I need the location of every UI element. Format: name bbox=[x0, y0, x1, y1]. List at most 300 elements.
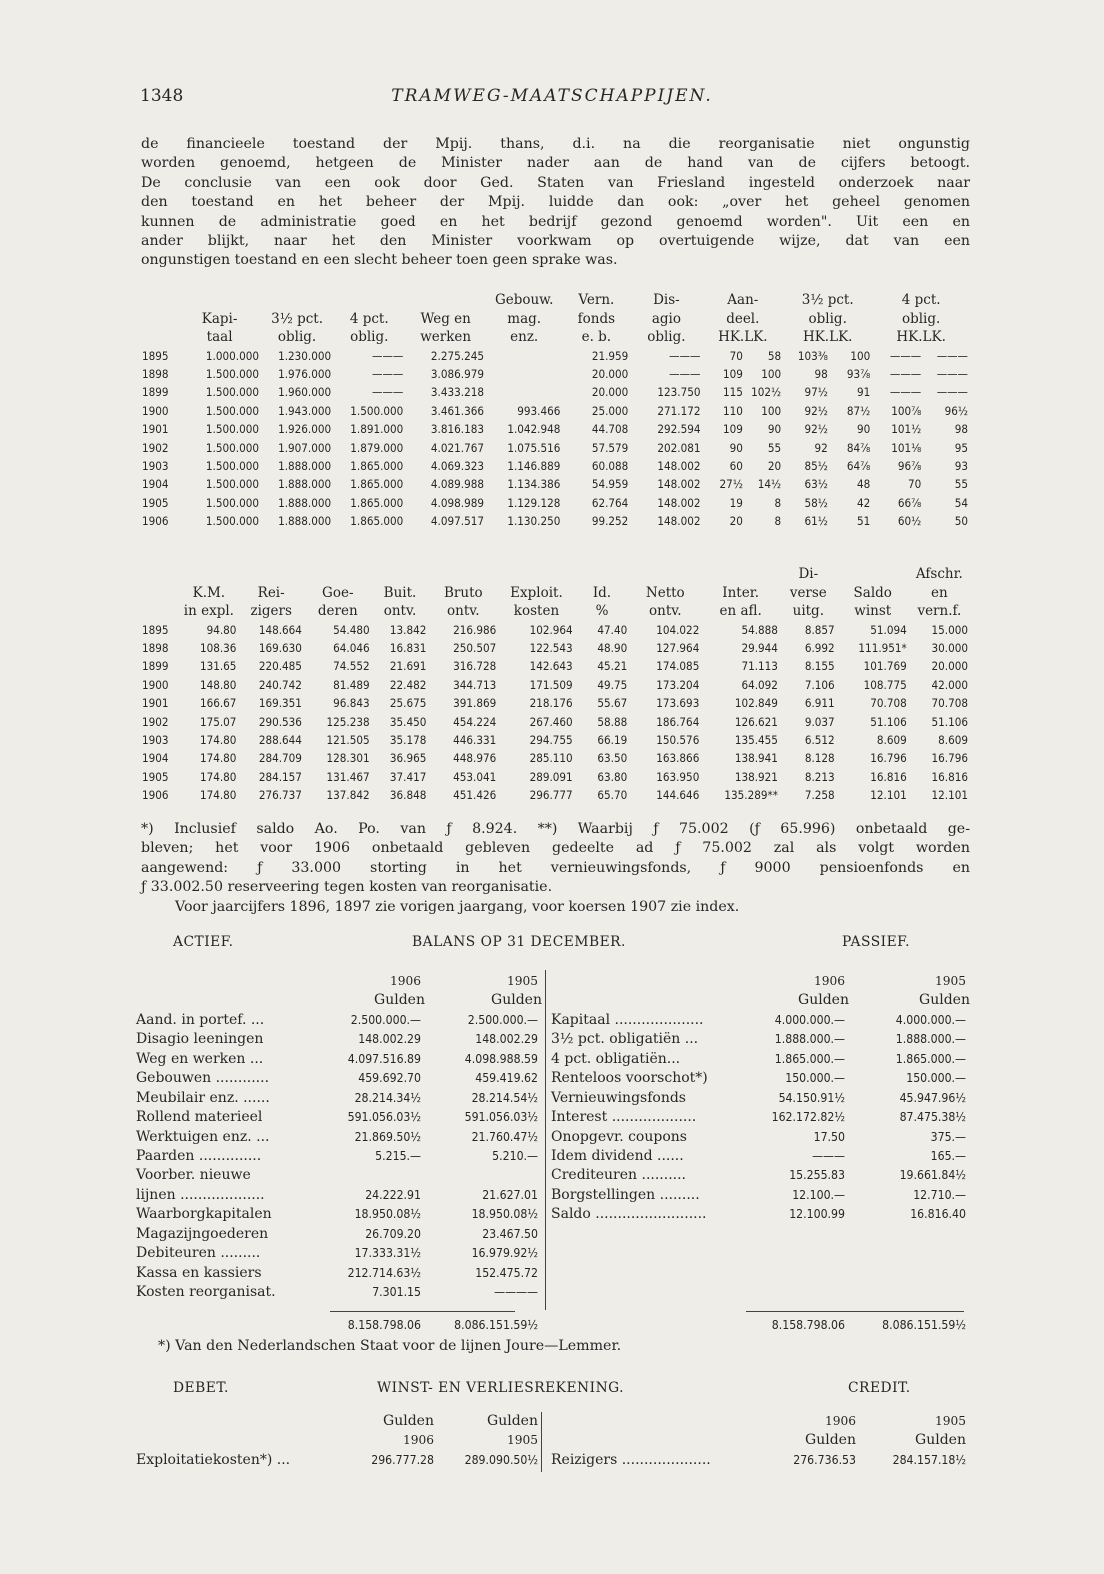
table-cell: 127.964 bbox=[656, 641, 700, 656]
column-unit: Gulden bbox=[487, 1413, 538, 1429]
table-cell: 90 bbox=[767, 422, 782, 437]
table-cell: 45.21 bbox=[597, 659, 628, 674]
table-cell: 92 bbox=[814, 440, 828, 455]
table-cell: 93⅞ bbox=[846, 367, 871, 382]
row-label: Kapitaal .................... bbox=[551, 1011, 704, 1028]
table-cell: 446.331 bbox=[453, 733, 497, 748]
table-cell: 121.505 bbox=[326, 733, 370, 748]
table-cell: 63½ bbox=[804, 477, 828, 492]
column-header: Kapi- bbox=[201, 310, 238, 327]
value-1905: 87.475.38½ bbox=[899, 1110, 966, 1125]
table-cell: 148.80 bbox=[199, 677, 237, 692]
column-year-row bbox=[551, 972, 969, 991]
table-cell: 64⅞ bbox=[846, 459, 871, 474]
table-cell: 3.461.366 bbox=[430, 403, 484, 418]
table-cell: 1.865.000 bbox=[350, 459, 404, 474]
table-cell: 92½ bbox=[804, 422, 828, 437]
table-cell: 174.80 bbox=[199, 788, 237, 803]
value-1905: 4.098.988.59 bbox=[464, 1051, 538, 1066]
actief-row bbox=[136, 1050, 546, 1069]
value-1905: 152.475.72 bbox=[475, 1265, 538, 1280]
table-cell: 66.19 bbox=[597, 733, 628, 748]
value-1906: 15.255.83 bbox=[789, 1168, 845, 1183]
column-header-row bbox=[136, 1412, 546, 1431]
table-cell: 993.466 bbox=[517, 403, 561, 418]
table-cell: 126.621 bbox=[734, 714, 778, 729]
table-row bbox=[140, 731, 970, 749]
column-header: Afschr. bbox=[915, 566, 963, 582]
column-year-row bbox=[136, 972, 546, 991]
column-year: 1906 bbox=[813, 974, 845, 988]
table-cell: 1.888.000 bbox=[278, 495, 332, 510]
value-1906: 28.214.34½ bbox=[354, 1090, 421, 1105]
table-cell: 84⅞ bbox=[846, 440, 871, 455]
table-cell: 3.086.979 bbox=[430, 367, 484, 382]
value-1906: 4.000.000.— bbox=[774, 1012, 845, 1027]
table-cell: 128.301 bbox=[326, 751, 370, 766]
table-cell: 111.951* bbox=[858, 641, 907, 656]
table-cell: 100 bbox=[761, 403, 782, 418]
table-cell: 96.843 bbox=[333, 696, 370, 711]
row-label: Vernieuwingsfonds bbox=[551, 1089, 686, 1106]
table-cell: ——— bbox=[372, 367, 404, 382]
table-cell: 454.224 bbox=[453, 714, 497, 729]
table-cell: 4.021.767 bbox=[430, 440, 484, 455]
table-cell: 8.609 bbox=[938, 733, 968, 748]
column-year: 1906 bbox=[824, 1414, 856, 1428]
table-cell: 216.986 bbox=[453, 622, 497, 637]
column-header: ontv. bbox=[649, 603, 682, 619]
value-1906: 17.50 bbox=[813, 1129, 845, 1144]
row-label: 3½ pct. obligatiën ... bbox=[551, 1031, 699, 1048]
table-cell: 8 bbox=[774, 495, 782, 510]
value-1905: 21.760.47½ bbox=[471, 1129, 538, 1144]
table-row bbox=[140, 494, 970, 512]
table-cell: ——— bbox=[669, 348, 701, 363]
table-cell: 96½ bbox=[944, 403, 968, 418]
table-cell: 58½ bbox=[804, 495, 828, 510]
row-label: Kassa en kassiers bbox=[136, 1264, 262, 1281]
row-label: 4 pct. obligatiën... bbox=[551, 1050, 681, 1067]
table-cell: 16.796 bbox=[870, 751, 907, 766]
table-cell: 451.426 bbox=[453, 788, 497, 803]
table-cell: 148.002 bbox=[657, 477, 701, 492]
value-1906: 7.301.15 bbox=[372, 1285, 421, 1299]
paragraph-line: de financieele toestand der Mpij. thans, d.i. na die reorganisatie niet ongunstig bbox=[141, 136, 970, 152]
column-header bbox=[140, 565, 179, 584]
paragraph-line: den toestand en het beheer der Mpij. luidde dan ook: „over het geheel genomen bbox=[141, 194, 970, 211]
value-1905: 28.214.54½ bbox=[471, 1090, 538, 1105]
table-cell bbox=[486, 347, 562, 365]
table-row bbox=[140, 694, 970, 712]
value-1906: 54.150.91½ bbox=[778, 1090, 845, 1105]
passief-row bbox=[551, 1108, 969, 1127]
total-row bbox=[551, 1316, 969, 1335]
table-cell: 1.888.000 bbox=[278, 477, 332, 492]
column-header: fonds bbox=[577, 310, 616, 327]
table-cell: 171.509 bbox=[529, 677, 573, 692]
table-cell: 150.576 bbox=[656, 733, 700, 748]
table-cell: 1.500.000 bbox=[205, 403, 259, 418]
row-label: Onopgevr. coupons bbox=[551, 1128, 687, 1145]
table-row bbox=[140, 657, 970, 675]
table-cell: ——— bbox=[936, 367, 968, 382]
table-cell: 137.842 bbox=[326, 788, 370, 803]
actief-row bbox=[136, 1166, 546, 1185]
column-header bbox=[629, 565, 701, 584]
table-cell: 90 bbox=[729, 440, 743, 455]
table-cell: 16.816 bbox=[870, 769, 907, 784]
value-1906: 212.714.63½ bbox=[347, 1265, 421, 1280]
column-header: Buit. bbox=[383, 584, 417, 601]
row-label: Renteloos voorschot*) bbox=[551, 1070, 708, 1087]
passief-row bbox=[551, 1186, 969, 1205]
paragraph-line: kunnen de administratie goed en het bedrijf gezond genoemd worden". Uit een en bbox=[141, 213, 970, 230]
table-cell: 218.176 bbox=[529, 696, 573, 711]
table-cell: 15.000 bbox=[931, 622, 968, 637]
column-header-row bbox=[551, 1431, 969, 1450]
balance-actief-heading: ACTIEF. bbox=[173, 934, 234, 950]
table-cell: 169.351 bbox=[258, 696, 302, 711]
table-cell: 1.129.128 bbox=[507, 495, 561, 510]
column-header: Gebouw. bbox=[494, 292, 554, 308]
column-header: Netto bbox=[645, 584, 685, 601]
table-cell: 135.289** bbox=[724, 788, 778, 803]
table-cell: 96⅞ bbox=[897, 459, 922, 474]
table-cell: 186.764 bbox=[656, 714, 700, 729]
table-cell: 1.907.000 bbox=[278, 440, 332, 455]
table-cell: 1901 bbox=[142, 422, 169, 437]
column-header bbox=[575, 565, 630, 584]
table-row bbox=[140, 402, 970, 420]
table-cell: 51.106 bbox=[870, 714, 907, 729]
column-header: deren bbox=[317, 603, 358, 619]
table-cell: 92½ bbox=[804, 403, 828, 418]
table-cell: 131.467 bbox=[326, 769, 370, 784]
table-cell: 100⅞ bbox=[891, 403, 922, 418]
row-label: Rollend materieel bbox=[136, 1109, 263, 1126]
table-cell: 12.101 bbox=[870, 788, 907, 803]
table-cell: 60½ bbox=[897, 514, 922, 529]
balance-actief-total-rule bbox=[330, 1311, 515, 1312]
column-header: oblig. bbox=[277, 329, 317, 345]
column-header bbox=[498, 565, 574, 584]
table-cell: 63.80 bbox=[597, 769, 628, 784]
note-line: aangewend: ƒ 33.000 storting in het vernieuwingsfonds, ƒ 9000 pensioenfonds en bbox=[141, 859, 970, 876]
value-1906: 150.000.— bbox=[785, 1071, 845, 1086]
value-1905: 459.419.62 bbox=[475, 1071, 538, 1086]
table-cell: 85½ bbox=[804, 459, 828, 474]
balance-title: BALANS OP 31 DECEMBER. bbox=[412, 934, 626, 950]
actief-row bbox=[136, 1225, 546, 1244]
table-cell: 1.865.000 bbox=[350, 495, 404, 510]
table-cell: 12.101 bbox=[931, 788, 968, 803]
table-cell: 102.964 bbox=[529, 622, 573, 637]
table-cell: 50 bbox=[954, 514, 968, 529]
balance-passief-total-rule bbox=[746, 1311, 964, 1312]
column-header bbox=[837, 565, 909, 584]
column-header bbox=[140, 291, 178, 310]
value-1905: 165.— bbox=[930, 1148, 966, 1163]
balance-passief-heading: PASSIEF. bbox=[842, 934, 910, 950]
row-label: Crediteuren .......... bbox=[551, 1167, 687, 1184]
table-cell: 8.857 bbox=[804, 622, 835, 637]
table-cell: 70.708 bbox=[870, 696, 907, 711]
table-cell: 131.65 bbox=[199, 659, 237, 674]
table-cell: 98 bbox=[954, 422, 968, 437]
table-cell: 138.941 bbox=[734, 751, 778, 766]
table-cell: 1.134.386 bbox=[507, 477, 561, 492]
table-cell: 8 bbox=[774, 514, 782, 529]
table-cell: 138.921 bbox=[734, 769, 778, 784]
table-cell: 95 bbox=[954, 440, 968, 455]
table-cell: 2.275.245 bbox=[430, 348, 484, 363]
table-cell: 1906 bbox=[142, 788, 169, 803]
note-line: ƒ 33.002.50 reserveering tegen kosten van reorganisatie. bbox=[141, 879, 553, 896]
table-row bbox=[140, 512, 970, 530]
table-cell: 175.07 bbox=[199, 714, 237, 729]
column-header bbox=[140, 602, 179, 621]
table-cell: 51 bbox=[857, 514, 871, 529]
page-number: 1348 bbox=[140, 86, 184, 106]
table-cell bbox=[486, 365, 562, 383]
column-header bbox=[140, 328, 178, 347]
table-row bbox=[140, 621, 970, 639]
table-cell: 47.40 bbox=[597, 622, 628, 637]
table-cell: 250.507 bbox=[453, 641, 497, 656]
table-cell: 51.106 bbox=[931, 714, 968, 729]
row-label: Idem dividend ...... bbox=[551, 1147, 684, 1164]
table-cell: 37.417 bbox=[389, 769, 427, 784]
value-1905: 5.210.— bbox=[492, 1148, 538, 1163]
table-cell: ——— bbox=[936, 385, 968, 400]
row-label: Meubilair enz. ...... bbox=[136, 1089, 270, 1106]
value-1905: 45.947.96½ bbox=[899, 1090, 966, 1105]
table-cell: 8.213 bbox=[804, 769, 835, 784]
balance-actief bbox=[136, 972, 546, 1336]
column-header: uitg. bbox=[792, 603, 824, 619]
table-cell: 115 bbox=[723, 385, 743, 400]
total-1906: 8.158.798.06 bbox=[771, 1318, 845, 1333]
table-cell: 173.693 bbox=[656, 696, 700, 711]
table-cell: 99.252 bbox=[591, 514, 629, 529]
table-cell: 284.709 bbox=[258, 751, 302, 766]
table-row bbox=[140, 639, 970, 657]
column-header: 4 pct. bbox=[349, 310, 389, 327]
table-cell: 166.67 bbox=[199, 696, 237, 711]
column-header: taal bbox=[206, 329, 233, 345]
table-cell: 288.644 bbox=[258, 733, 302, 748]
table-notes bbox=[141, 820, 970, 917]
table-cell: 3.433.218 bbox=[430, 385, 484, 400]
table-cell: 109 bbox=[723, 422, 743, 437]
value-1906: 459.692.70 bbox=[358, 1071, 421, 1086]
table-row bbox=[140, 347, 970, 365]
table-row bbox=[140, 420, 970, 438]
table-cell bbox=[486, 383, 562, 401]
row-label: Kosten reorganisat. bbox=[136, 1284, 276, 1300]
column-header: Saldo bbox=[853, 584, 892, 601]
value-1905: 150.000.— bbox=[906, 1071, 966, 1086]
table-cell: 1.976.000 bbox=[278, 367, 332, 382]
table-cell: 16.796 bbox=[931, 751, 968, 766]
header-row bbox=[140, 328, 970, 347]
table-cell: 296.777 bbox=[529, 788, 573, 803]
account-row bbox=[136, 1451, 546, 1470]
column-header: oblig. bbox=[901, 310, 941, 327]
table-cell: 148.002 bbox=[657, 495, 701, 510]
table-cell: 1898 bbox=[142, 367, 169, 382]
table-cell: 1.130.250 bbox=[507, 514, 561, 529]
table-cell: 142.643 bbox=[529, 659, 573, 674]
table-cell: 54.888 bbox=[741, 622, 778, 637]
passief-row bbox=[551, 1089, 969, 1108]
table-cell: 57.579 bbox=[591, 440, 629, 455]
intro-paragraph bbox=[141, 135, 970, 271]
column-header: in expl. bbox=[183, 603, 234, 619]
column-header: zigers bbox=[250, 603, 292, 619]
table-cell: 1900 bbox=[142, 677, 169, 692]
table-cell: 1.146.889 bbox=[507, 459, 561, 474]
table-cell: 109 bbox=[723, 367, 743, 382]
table-cell: 1904 bbox=[142, 751, 169, 766]
table-cell: 54.480 bbox=[333, 622, 370, 637]
table-cell: 123.750 bbox=[657, 385, 701, 400]
table-cell: 19 bbox=[729, 495, 743, 510]
column-header: 3½ pct. bbox=[271, 310, 324, 327]
value-1905: 591.056.03½ bbox=[464, 1110, 538, 1125]
table-row bbox=[140, 438, 970, 456]
note-line: *) Inclusief saldo Ao. Po. van ƒ 8.924. **) Waarbij ƒ 75.002 (ƒ 65.996) onbetaald ge- bbox=[141, 821, 970, 837]
actief-row bbox=[136, 1089, 546, 1108]
column-header: Rei- bbox=[257, 584, 285, 601]
table-cell: 1905 bbox=[142, 495, 169, 510]
table-cell: 1.888.000 bbox=[278, 514, 332, 529]
table-row bbox=[140, 475, 970, 493]
value-1905: 19.661.84½ bbox=[899, 1168, 966, 1183]
value-1905: 284.157.18½ bbox=[892, 1452, 966, 1467]
table-cell: 1.075.516 bbox=[507, 440, 561, 455]
paragraph-line: worden genoemd, hetgeen de Minister nader aan de hand van de cijfers betoogt. bbox=[141, 155, 970, 172]
column-header: 3½ pct. bbox=[801, 292, 854, 308]
table-cell: 271.172 bbox=[657, 403, 701, 418]
table-cell: 174.80 bbox=[199, 751, 237, 766]
row-label: Disagio leeningen bbox=[136, 1031, 264, 1048]
column-header: mag. bbox=[507, 310, 542, 327]
row-label: Reizigers .................... bbox=[551, 1451, 711, 1468]
column-header: oblig. bbox=[350, 329, 389, 345]
table-cell: 30.000 bbox=[931, 641, 968, 656]
column-unit: Gulden bbox=[919, 992, 970, 1009]
column-year: 1906 bbox=[389, 974, 421, 988]
table-row bbox=[140, 365, 970, 383]
table-cell: 102.849 bbox=[734, 696, 778, 711]
table-cell: 49.75 bbox=[597, 677, 628, 692]
value-1906: 1.888.000.— bbox=[774, 1032, 845, 1047]
table-cell: 1.000.000 bbox=[205, 348, 259, 363]
table-cell: 1899 bbox=[142, 659, 169, 674]
value-1906: 12.100.99 bbox=[789, 1207, 845, 1222]
paragraph-line: ongunstigen toestand en een slecht beheer toen geen sprake was. bbox=[141, 252, 618, 269]
actief-row bbox=[136, 1147, 546, 1166]
table-cell: 103⅜ bbox=[797, 348, 828, 363]
value-1906: 591.056.03½ bbox=[347, 1110, 421, 1125]
table-cell: 1.500.000 bbox=[205, 385, 259, 400]
table-cell: 125.238 bbox=[326, 714, 370, 729]
column-header: werken bbox=[420, 329, 472, 345]
table-cell: 98 bbox=[814, 367, 828, 382]
actief-row bbox=[136, 1244, 546, 1263]
table-cell: ——— bbox=[889, 385, 922, 400]
actief-row bbox=[136, 1205, 546, 1224]
table-cell: 20 bbox=[729, 514, 743, 529]
table-cell: 54.959 bbox=[591, 477, 629, 492]
column-year: 1905 bbox=[934, 1414, 966, 1428]
table-cell: 51.094 bbox=[870, 622, 907, 637]
column-unit: Gulden bbox=[798, 992, 849, 1009]
column-header: Bruto bbox=[444, 584, 483, 601]
table-cell: 1.230.000 bbox=[278, 348, 332, 363]
value-1906: 12.100.— bbox=[792, 1187, 845, 1202]
table-cell: 4.098.989 bbox=[430, 495, 484, 510]
column-header: verse bbox=[789, 584, 827, 601]
table-cell: 65.70 bbox=[597, 788, 628, 803]
column-header: Id. bbox=[592, 584, 612, 601]
table-cell: 122.543 bbox=[529, 641, 573, 656]
table-cell: 44.708 bbox=[591, 422, 629, 437]
table-cell: 48 bbox=[857, 477, 871, 492]
table-cell: 1902 bbox=[142, 440, 169, 455]
table-cell: 1.888.000 bbox=[278, 459, 332, 474]
table-cell: 1895 bbox=[142, 622, 169, 637]
table-cell: 448.976 bbox=[453, 751, 497, 766]
table-cell: 289.091 bbox=[529, 769, 573, 784]
table-cell: 4.097.517 bbox=[430, 514, 484, 529]
table-cell: 25.675 bbox=[389, 696, 427, 711]
table-cell: 6.512 bbox=[804, 733, 835, 748]
account-row bbox=[551, 1451, 969, 1470]
column-header bbox=[238, 565, 304, 584]
row-label: Exploitatiekosten*) ... bbox=[136, 1451, 291, 1468]
value-1906: 24.222.91 bbox=[365, 1187, 421, 1202]
column-header: kosten bbox=[513, 603, 560, 619]
table-cell: 4.069.323 bbox=[430, 459, 484, 474]
column-header bbox=[140, 310, 178, 329]
table-cell: 36.965 bbox=[389, 751, 427, 766]
table-cell: 42.000 bbox=[931, 677, 968, 692]
table-cell: 110 bbox=[723, 403, 743, 418]
table-cell: 1902 bbox=[142, 714, 169, 729]
value-1905: 148.002.29 bbox=[475, 1032, 538, 1047]
table-row bbox=[140, 786, 970, 804]
column-header-row bbox=[551, 1412, 969, 1431]
table-cell: 58 bbox=[767, 348, 782, 363]
value-1906: 18.950.08½ bbox=[354, 1207, 421, 1222]
column-header: % bbox=[595, 603, 609, 619]
column-header: HK.LK. bbox=[718, 329, 768, 345]
table-cell: 101.769 bbox=[863, 659, 907, 674]
table-cell: 21.691 bbox=[389, 659, 427, 674]
table-cell: 6.911 bbox=[804, 696, 835, 711]
column-header bbox=[372, 565, 429, 584]
table-cell: 9.037 bbox=[804, 714, 835, 729]
column-header: Dis- bbox=[653, 292, 680, 308]
column-header bbox=[304, 565, 372, 584]
column-unit: Gulden bbox=[383, 1413, 434, 1429]
balance-passief bbox=[551, 972, 969, 1336]
table-cell: 61½ bbox=[804, 514, 828, 529]
table-cell: 1.865.000 bbox=[350, 514, 404, 529]
